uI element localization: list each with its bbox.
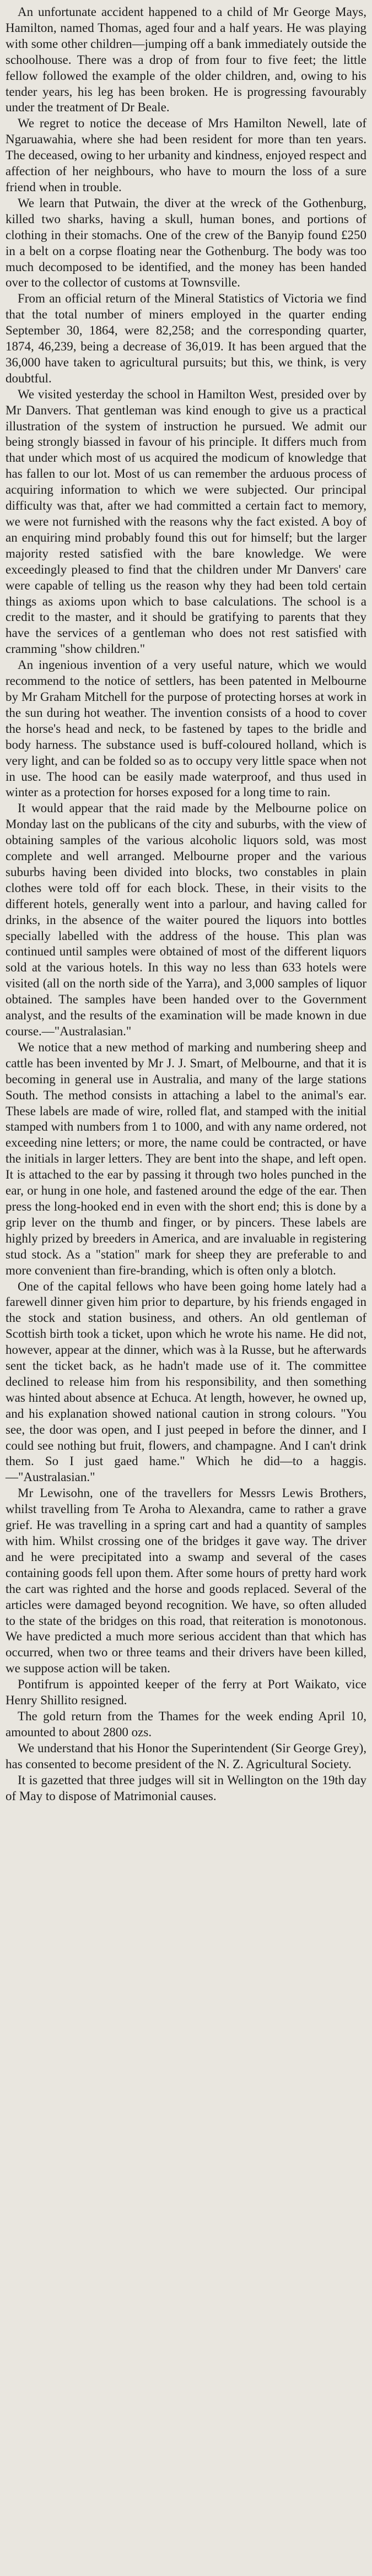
- news-item-obituary-newell: We regret to notice the decease of Mrs Hamilton Newell, late of Ngaruawahia, where she had been resident for more than ten years. The deceased, owing to her urbanity and kindness, enjoyed respect and affection of her neighbours, who have to mourn the loss of a sure friend when in trouble.: [6, 116, 366, 194]
- news-item-sheep-marking: We notice that a new method of marking and numbering sheep and cattle has been invented by Mr J. J. Smart, of Melbourne, and that it is becoming in general use in Australia, and many of the large stations South. The method consists in attaching a label to the animal's ear. These labels are made of wire, rolled flat, and stamped with the initial stamped with numbers from 1 to 1000, and with any name ordered, not exceeding nine letters; or more, the name could be contracted, or have the initials in larger letters. They are bent into the shape, and left open. It is attached to the ear by passing it through two holes punched in the ear, or hung in one hole, and fastened around the edge of the ear. Then press the long-hooked end in even with the short end; this is done by a grip lever on the thumb and finger, or by pincers. These labels are highly prized by breeders in America, and are invaluable in registering stud stock. As a "station" mark for sheep they are preferable to and more convenient than fire-branding, which is often only a blotch.: [6, 1040, 366, 1277]
- news-item-gold-return: The gold return from the Thames for the week ending April 10, amounted to about 2800 ozs.: [6, 1709, 366, 1739]
- news-item-hamilton-school: We visited yesterday the school in Hamilton West, presided over by Mr Danvers. That gentleman was kind enough to give us a practical illustration of the system of instruction he pursued. We admit our being strongly biassed in favour of his principle. It differs much from that under which most of us acquired the modicum of knowledge that has fallen to our lot. Most of us can remember the arduous process of acquiring information to which we were subjected. Our principal difficulty was that, after we had committed a certain fact to memory, we were not furnished with the reasons why the fact existed. A boy of an enquiring mind probably found this out for himself; but the larger majority rested satisfied with the bare knowledge. We were exceedingly pleased to find that the children under Mr Danvers' care were capable of telling us the reason why they had been told certain things as axioms upon which to base calculations. The school is a credit to the master, and it should be gratifying to parents that they have the services of a gentleman who does not rest satisfied with cramming "show children.": [6, 387, 366, 656]
- news-item-farewell-dinner: One of the capital fellows who have been going home lately had a farewell dinner given him prior to departure, by his friends engaged in the stock and station business, and others. An old gentleman of Scottish birth took a ticket, upon which he wrote his name. He did not, however, appear at the dinner, which was à la Russe, but he afterwards sent the ticket back, as he hadn't made use of it. The committee declined to release him from his responsibility, and then something was hinted about absence at Echuca. At length, however, he owned up, and his explanation showed national caution in strong colours. "You see, the door was open, and I just peeped in before the dinner, and I could see nothing but fruit, flowers, and champagne. And I can't drink them. So I just gaed hame." Which he did—to a haggis.—"Australasian.": [6, 1279, 366, 1484]
- news-item-horse-hood-invention: An ingenious invention of a very useful nature, which we would recommend to the notice of settlers, has been patented in Melbourne by Mr Graham Mitchell for the purpose of protecting horses at work in the sun during hot weather. The invention consists of a hood to cover the horse's head and neck, to be fastened by tapes to the bridle and body harness. The substance used is buff-coloured holland, which is very light, and can be folded so as to occupy very little space when not in use. The hood can be easily made waterproof, and thus used in winter as a protection for horses exposed for a long time to rain.: [6, 658, 366, 800]
- news-item-gothenburg-sharks: We learn that Putwain, the diver at the wreck of the Gothenburg, killed two sharks, having a skull, human bones, and portions of clothing in their stomachs. One of the crew of the Banyip found £250 in a belt on a corpse floating near the Gothenburg. The body was too much decomposed to be identified, and the money has been handed over to the collector of customs at Townsville.: [6, 196, 366, 290]
- news-item-child-accident: An unfortunate accident happened to a child of Mr George Mays, Hamilton, named Thomas, aged four and a half years. He was playing with some other children—jumping off a bank immediately outside the schoolhouse. There was a drop of from four to five feet; the little fellow followed the example of the older children, and, owing to his tender years, his leg has been broken. He is progressing favourably under the treatment of Dr Beale.: [6, 5, 366, 115]
- news-item-police-liquor-raid: It would appear that the raid made by the Melbourne police on Monday last on the publicans of the city and suburbs, with the view of obtaining samples of the various alcoholic liquors sold, was most complete and well arranged. Melbourne proper and the various suburbs having been divided into blocks, two constables in plain clothes were told off for each block. These, in their visits to the different hotels, generally went into a parlour, and having called for drinks, in the absence of the waiter poured the liquors into bottles specially labelled with the address of the house. This plan was continued until samples were obtained of most of the different liquors sold at the various hotels. In this way no less than 633 hotels were visited (all on the north side of the Yarra), and 3,000 samples of liquor obtained. The samples have been handed over to the Government analyst, and the results of the examination will be made known in due course.—"Australasian.": [6, 801, 366, 1038]
- news-item-agricultural-society: We understand that his Honor the Superintendent (Sir George Grey), has consented to become president of the N. Z. Agricultural Society.: [6, 1741, 366, 1771]
- news-item-mineral-statistics: From an official return of the Mineral Statistics of Victoria we find that the total number of miners employed in the quarter ending September 30, 1864, were 82,258; and the corresponding quarter, 1874, 46,239, being a decrease of 36,019. It has been argued that the 36,000 have taken to agricultural pursuits; but this, we think, is very doubtful.: [6, 291, 366, 385]
- news-item-bridge-accident: Mr Lewisohn, one of the travellers for Messrs Lewis Brothers, whilst travelling from Te Aroha to Alexandra, came to rather a grave grief. He was travelling in a spring cart and had a quantity of samples with him. Whilst crossing one of the bridges it gave way. The driver and he were precipitated into a swamp and several of the cases containing goods fell upon them. After some hours of pretty hard work the cart was righted and the horse and goods replaced. Several of the articles were damaged beyond recognition. We have, so often alluded to the state of the bridges on this road, that reiteration is monotonous. We have predicted a much more serious accident than that which has occurred, when two or three teams and their drivers have been killed, we suppose action will be taken.: [6, 1486, 366, 1676]
- news-item-matrimonial-causes: It is gazetted that three judges will sit in Wellington on the 19th day of May to dispose of Matrimonial causes.: [6, 1773, 366, 1803]
- news-item-ferry-keeper: Pontifrum is appointed keeper of the ferry at Port Waikato, vice Henry Shillito resigned.: [6, 1677, 366, 1708]
